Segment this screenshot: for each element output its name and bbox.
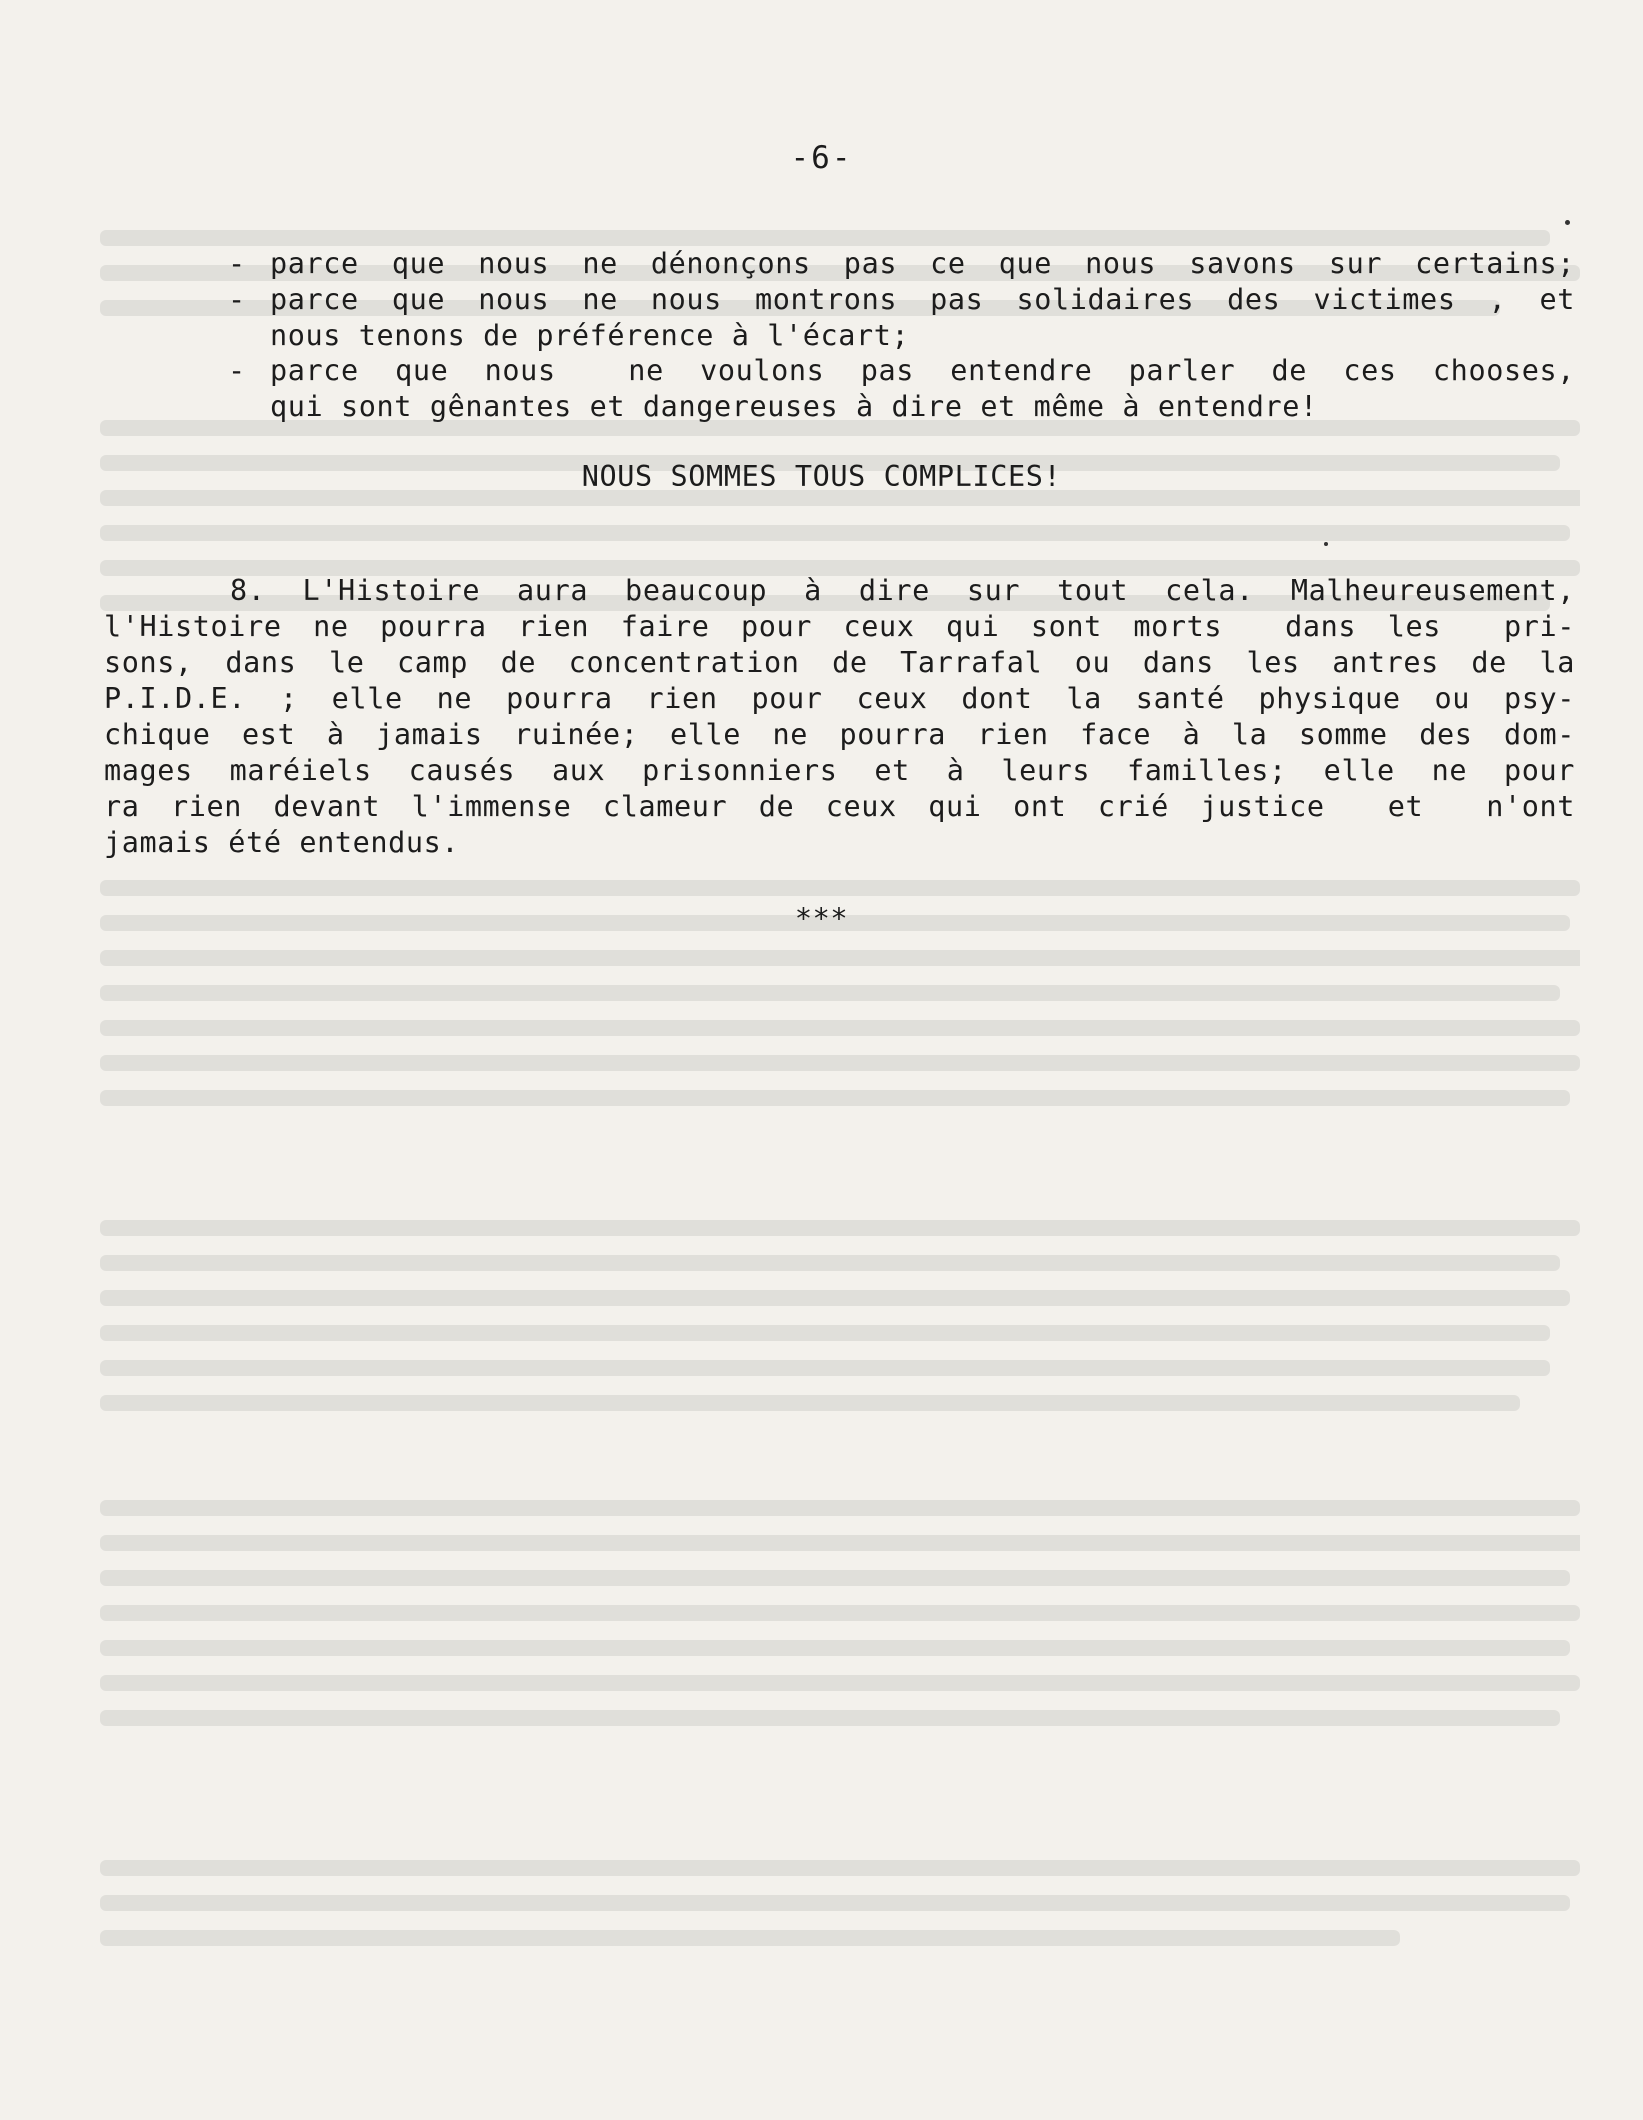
bleed-through: [60, 0, 1580, 2120]
paragraph-line: sons, dans le camp de concentration de Tarrafal ou dans les antres de la: [104, 646, 1575, 679]
paragraph-line: l'Histoire ne pourra rien faire pour ceux qui sont morts dans les pri-: [104, 610, 1575, 643]
paragraph-line: jamais été entendus.: [104, 826, 460, 859]
bullet-dash: -: [228, 354, 246, 387]
speck: [1565, 220, 1570, 225]
bullet-line: parce que nous ne nous montrons pas solidaires des victimes , et: [270, 283, 1575, 316]
paragraph-line: mages maréiels causés aux prisonniers et à leurs familles; elle ne pour: [104, 754, 1575, 787]
paragraph-line: 8. L'Histoire aura beaucoup à dire sur tout cela. Malheureusement,: [230, 574, 1575, 607]
page-number: -6-: [790, 140, 853, 176]
bullet-line: nous tenons de préférence à l'écart;: [270, 319, 910, 352]
bullet-line: parce que nous ne dénonçons pas ce que nous savons sur certains;: [270, 247, 1575, 280]
paragraph-line: chique est à jamais ruinée; elle ne pourra rien face à la somme des dom-: [104, 718, 1575, 751]
speck: [1324, 542, 1328, 546]
bullet-dash: -: [228, 247, 246, 280]
bullet-line: qui sont gênantes et dangereuses à dire et même à entendre!: [270, 390, 1318, 423]
exclamation-heading: NOUS SOMMES TOUS COMPLICES!: [581, 460, 1062, 493]
bullet-line: parce que nous ne voulons pas entendre parler de ces chooses,: [270, 354, 1575, 387]
section-separator: ***: [794, 902, 849, 935]
paragraph-line: ra rien devant l'immense clameur de ceux qui ont crié justice et n'ont: [104, 790, 1575, 823]
paragraph-line: P.I.D.E. ; elle ne pourra rien pour ceux dont la santé physique ou psy-: [104, 682, 1575, 715]
bullet-dash: -: [228, 283, 246, 316]
